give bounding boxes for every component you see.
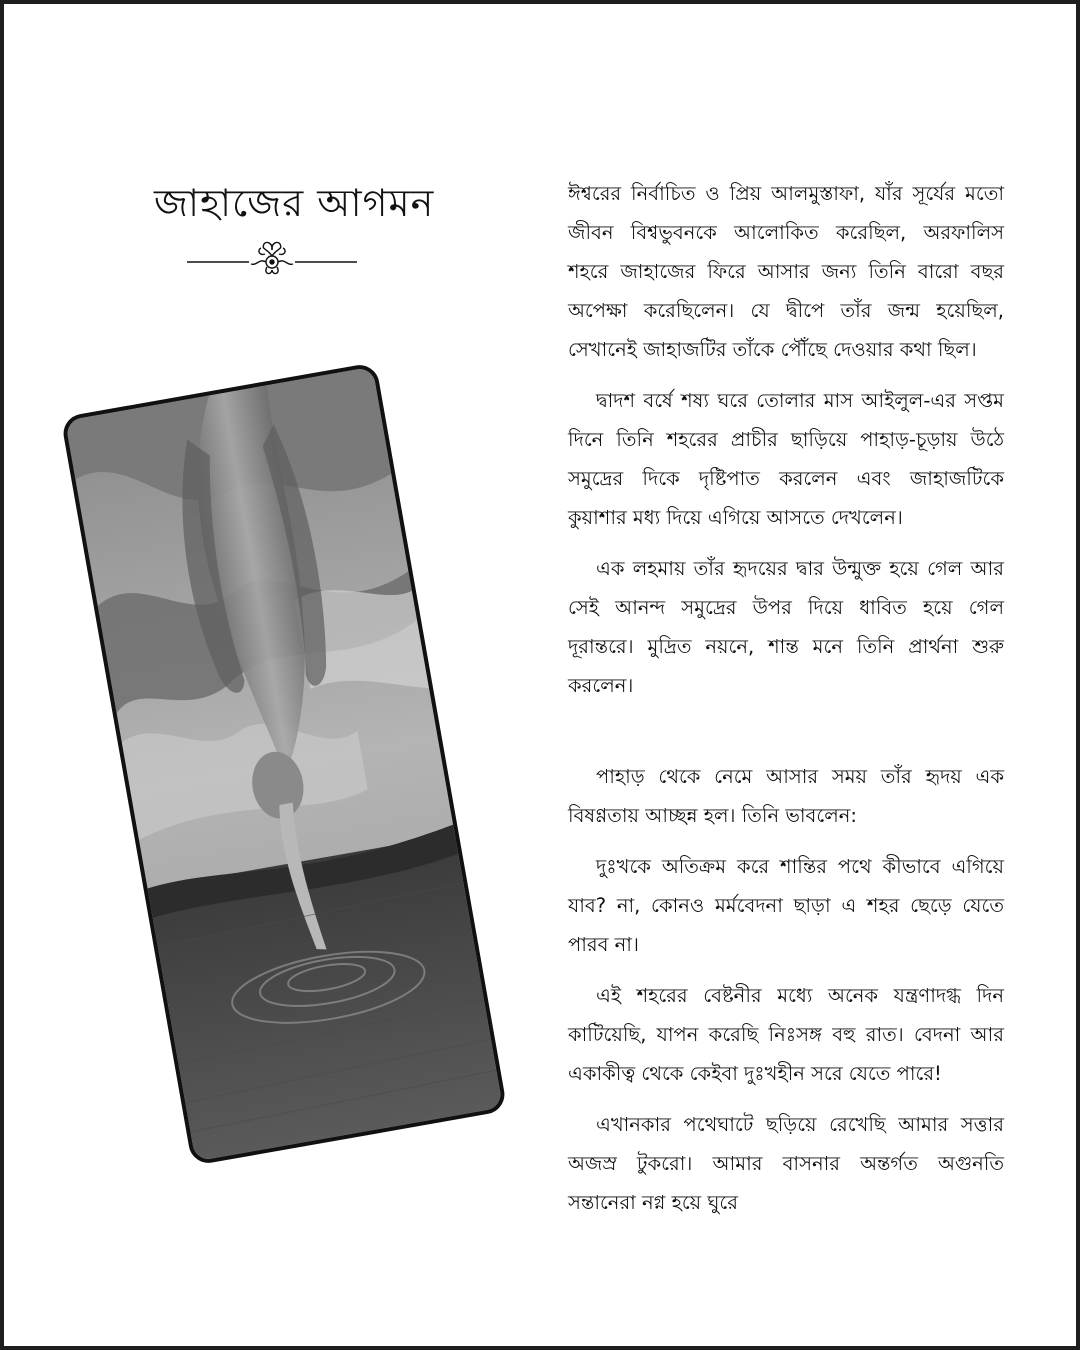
book-page (4, 4, 1076, 1346)
paragraph: ঈশ্বরের নির্বাচিত ও প্রিয় আলমুস্তাফা, যাঁর সূর্যের মতো জীবন বিশ্বভুবনকে আলোকিত করেছিল, অরফালিস শহরে জাহাজের ফিরে আসার জন্য তিনি বারো বছর অপেক্ষা করেছিলেন। যে দ্বীপে তাঁর জন্ম হয়েছিল, সেখানেই জাহাজটির তাঁকে পৌঁছে দেওয়ার কথা ছিল। (568, 182, 1004, 361)
paragraph: এক লহমায় তাঁর হৃদয়ের দ্বার উন্মুক্ত হয়ে গেল আর সেই আনন্দ সমুদ্রের উপর দিয়ে ধাবিত হয়ে গেল দূরান্তরে। মুদ্রিত নয়নে, শান্ত মনে তিনি প্রার্থনা শুরু করলেন। (568, 557, 1004, 697)
chapter-body (568, 174, 1004, 1234)
paragraph: পাহাড় থেকে নেমে আসার সময় তাঁর হৃদয় এক বিষণ্ণতায় আচ্ছন্ন হল। তিনি ভাবলেন: (568, 765, 1004, 827)
paragraph: এই শহরের বেষ্টনীর মধ্যে অনেক যন্ত্রণাদগ্ধ দিন কাটিয়েছি, যাপন করেছি নিঃসঙ্গ বহু রাত। বেদনা আর একাকীত্ব থেকে কেইবা দুঃখহীন সরে যেতে পারে! (568, 984, 1004, 1085)
paragraph: এখানকার পথেঘাটে ছড়িয়ে রেখেছি আমার সত্তার অজস্র টুকরো। আমার বাসনার অন্তর্গত অগুনতি সন্তানেরা নগ্ন হয়ে ঘুরে (568, 1113, 1004, 1214)
paragraph: দুঃখকে অতিক্রম করে শান্তির পথে কীভাবে এগিয়ে যাব? না, কোনও মর্মবেদনা ছাড়া এ শহর ছেড়ে যেতে পারব না। (568, 855, 1004, 956)
illustration (60, 362, 507, 1166)
figure-reaching-into-water-illustration (65, 367, 503, 1162)
floral-ornament-icon (187, 236, 357, 280)
chapter-title: জাহাজের আগমন (154, 181, 435, 225)
illustration-frame (60, 362, 507, 1166)
paragraph: দ্বাদশ বর্ষে শষ্য ঘরে তোলার মাস আইলুল-এর সপ্তম দিনে তিনি শহরের প্রাচীর ছাড়িয়ে পাহাড়-চূড়ায় উঠে সমুদ্রের দিকে দৃষ্টিপাত করলেন এবং জাহাজটিকে কুয়াশার মধ্য দিয়ে এগিয়ে আসতে দেখলেন। (568, 389, 1004, 529)
